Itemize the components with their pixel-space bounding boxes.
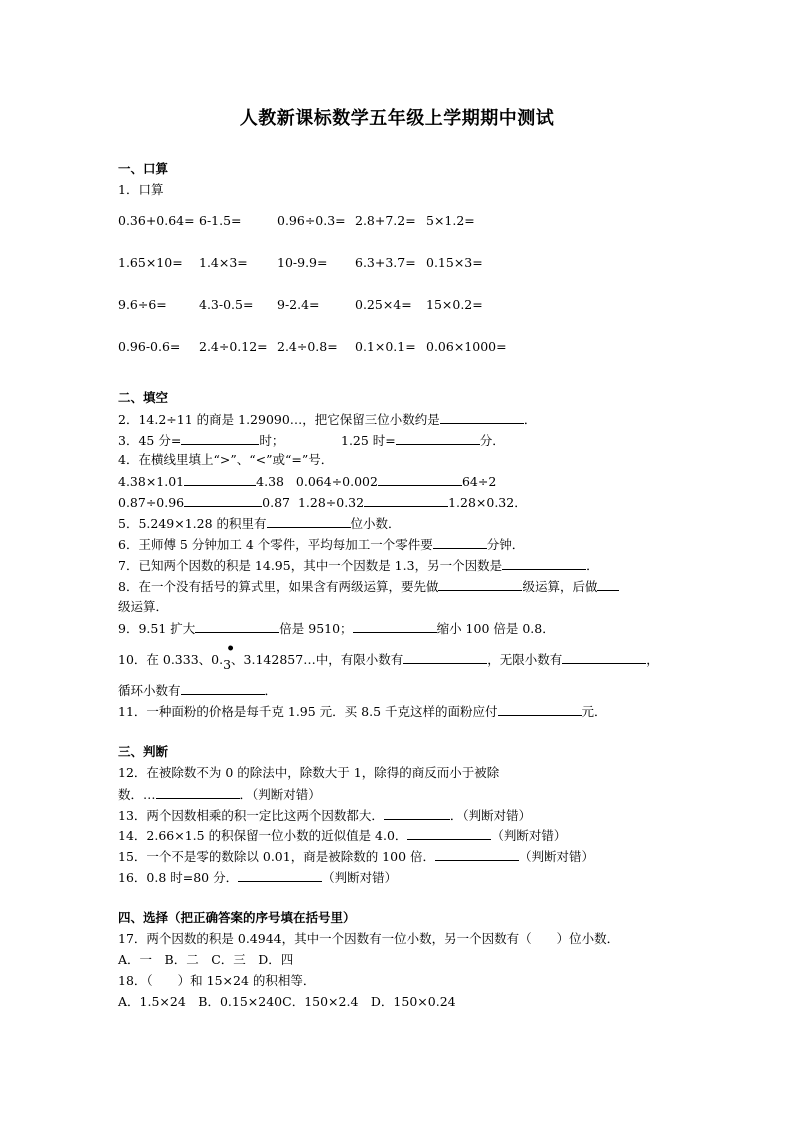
question-2: 2．14.2÷11 的商是 1.29090…，把它保留三位小数约是 ． (118, 412, 537, 427)
question-4-row-1: 4.38×1.01 4.38 0.064÷0.002 64÷2 (118, 474, 497, 489)
oral-item: 0.1×0.1= (355, 339, 416, 354)
oral-item: 0.25×4= (355, 297, 412, 312)
answer-blank[interactable] (353, 619, 437, 633)
answer-blank[interactable] (364, 493, 448, 507)
question-11: 11．一种面粉的价格是每千克 1.95 元．买 8.5 千克这样的面粉应付 元． (118, 704, 607, 719)
page-title: 人教新课标数学五年级上学期期中测试 (239, 108, 555, 129)
question-3: 3．45 分= 时； 1.25 时= 分． (118, 433, 505, 448)
question-1-label: 1．口算 (118, 182, 164, 197)
oral-item: 1.4×3= (199, 255, 248, 270)
question-18: 18．（ ）和 15×24 的积相等． (118, 973, 316, 988)
section-heading-oral: 一、口算 (118, 161, 169, 176)
question-7: 7．已知两个因数的积是 14.95，其中一个因数是 1.3，另一个因数是 ． (118, 558, 599, 573)
question-4-row-2: 0.87÷0.96 0.87 1.28÷0.32 1.28×0.32． (118, 495, 527, 510)
question-8: 8．在一个没有括号的算式里，如果含有两级运算，要先做 级运算，后做 (118, 577, 619, 596)
answer-blank[interactable] (267, 514, 351, 528)
oral-item: 2.8+7.2= (355, 213, 416, 228)
answer-blank[interactable] (502, 556, 586, 570)
section-heading-judge: 三、判断 (118, 744, 169, 759)
oral-item: 2.4÷0.12= (199, 339, 268, 354)
answer-blank[interactable] (396, 431, 480, 445)
answer-blank[interactable] (433, 535, 487, 549)
oral-item: 15×0.2= (426, 297, 483, 312)
repeating-decimal: • 3 (223, 641, 236, 672)
answer-blank[interactable] (440, 410, 524, 424)
question-5: 5．5.249×1.28 的积里有 位小数． (118, 516, 401, 531)
answer-blank[interactable] (597, 577, 619, 591)
section-heading-fill: 二、填空 (118, 390, 169, 405)
oral-item: 5×1.2= (426, 213, 475, 228)
oral-item: 0.36+0.64= (118, 213, 195, 228)
oral-item: 1.65×10= (118, 255, 183, 270)
question-8-cont: 级运算． (118, 599, 169, 614)
answer-blank[interactable] (403, 650, 487, 664)
answer-blank[interactable] (435, 847, 519, 861)
oral-item: 0.96÷0.3= (277, 213, 346, 228)
question-13: 13．两个因数相乘的积一定比这两个因数都大． ．（判断对错） (118, 808, 532, 823)
answer-blank[interactable] (184, 472, 256, 486)
section-heading-choice: 四、选择（把正确答案的序号填在括号里） (118, 910, 356, 925)
oral-item: 9.6÷6= (118, 297, 167, 312)
answer-blank[interactable] (498, 702, 582, 716)
answer-blank[interactable] (378, 472, 462, 486)
oral-item: 6-1.5= (199, 213, 242, 228)
question-6: 6．王师傅 5 分钟加工 4 个零件，平均每加工一个零件要 分钟． (118, 537, 525, 552)
question-12-cont: 数．… ．（判断对错） (118, 787, 321, 802)
question-10: 10．在 0.333、0. • 3、3.142857…中，有限小数有 ，无限小数有 ， (118, 641, 659, 672)
question-9: 9．9.51 扩大 倍是 9510； 缩小 100 倍是 0.8． (118, 621, 555, 636)
oral-item: 0.15×3= (426, 255, 483, 270)
answer-blank[interactable] (238, 868, 322, 882)
question-10-cont: 循环小数有 ． (118, 683, 278, 698)
question-12: 12．在被除数不为 0 的除法中，除数大于 1，除得的商反而小于被除 (118, 765, 500, 780)
question-17-options: A．一 B．二 C．三 D．四 (118, 952, 294, 967)
answer-blank[interactable] (407, 826, 491, 840)
oral-item: 2.4÷0.8= (277, 339, 338, 354)
question-16: 16．0.8 时=80 分． （判断对错） (118, 870, 398, 885)
answer-blank[interactable] (156, 785, 240, 799)
question-4: 4．在横线里填上“>”、“<”或“=”号． (118, 452, 334, 467)
oral-item: 0.96-0.6= (118, 339, 181, 354)
oral-item: 9-2.4= (277, 297, 320, 312)
answer-blank[interactable] (195, 619, 279, 633)
answer-blank[interactable] (181, 431, 259, 445)
answer-blank[interactable] (562, 650, 646, 664)
oral-item: 6.3+3.7= (355, 255, 416, 270)
oral-item: 0.06×1000= (426, 339, 507, 354)
oral-item: 10-9.9= (277, 255, 328, 270)
question-14: 14．2.66×1.5 的积保留一位小数的近似值是 4.0． （判断对错） (118, 828, 567, 843)
oral-item: 4.3-0.5= (199, 297, 254, 312)
answer-blank[interactable] (184, 493, 262, 507)
answer-blank[interactable] (384, 806, 450, 820)
question-15: 15．一个不是零的数除以 0.01，商是被除数的 100 倍． （判断对错） (118, 849, 595, 864)
answer-blank[interactable] (181, 681, 265, 695)
question-17: 17．两个因数的积是 0.4944，其中一个因数有一位小数，另一个因数有（ ）位小数． (118, 931, 620, 946)
answer-blank[interactable] (438, 577, 522, 591)
question-18-options: A．1.5×24 B．0.15×240C．150×2.4 D．150×0.24 (118, 994, 456, 1009)
